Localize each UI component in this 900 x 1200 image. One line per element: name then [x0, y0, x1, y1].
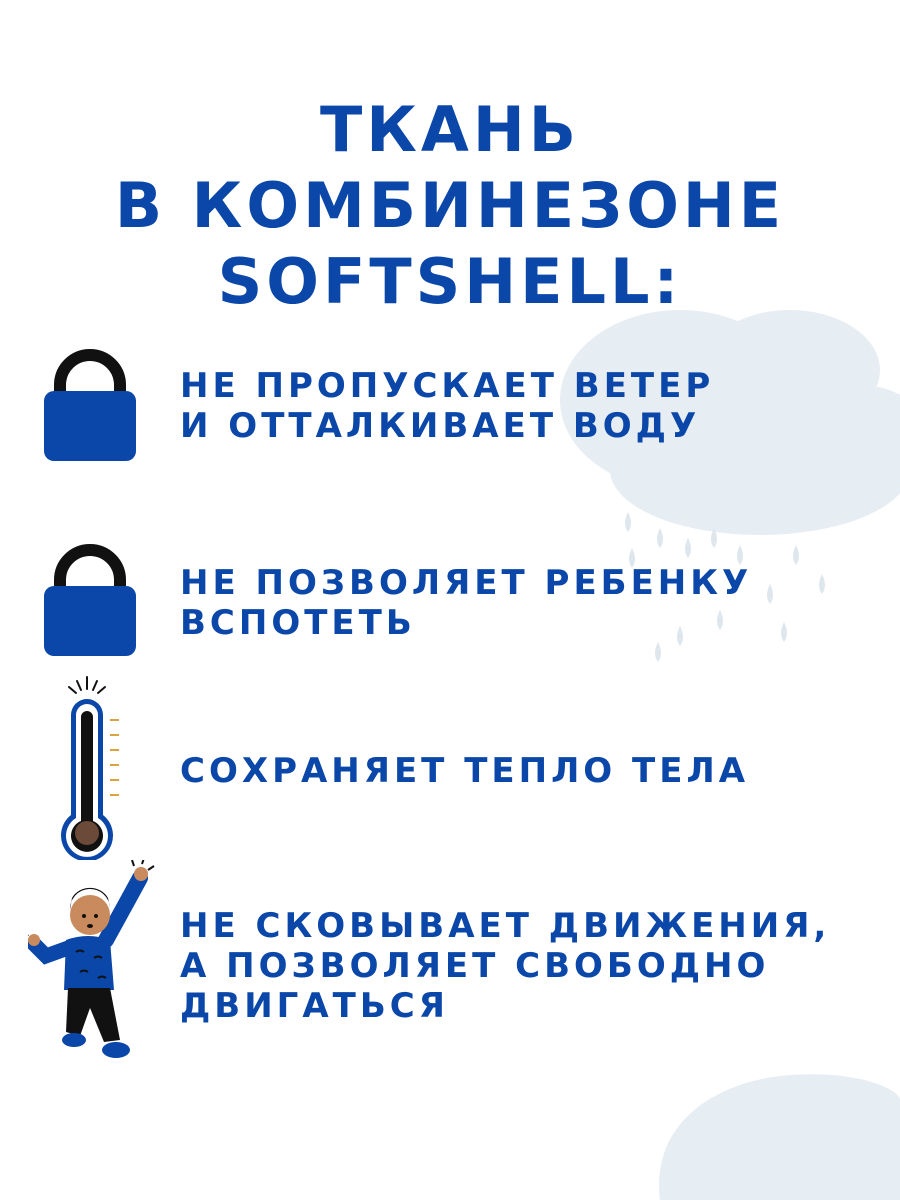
feature-keeps-warm: [180, 751, 749, 791]
feature-wind-water: [180, 366, 714, 446]
page-title: [0, 92, 900, 320]
feature-line: А ПОЗВОЛЯЕТ СВОБОДНО: [180, 946, 770, 986]
feature-line: ДВИГАТЬСЯ: [180, 986, 449, 1026]
dancing-child-icon: [28, 860, 158, 1065]
thermometer-icon: [55, 675, 125, 860]
title-line-3: SOFTSHELL:: [217, 245, 683, 318]
feature-line: СОХРАНЯЕТ ТЕПЛО ТЕЛА: [180, 751, 750, 791]
feature-line: НЕ ПОЗВОЛЯЕТ РЕБЕНКУ: [180, 563, 753, 603]
feature-line: ВСПОТЕТЬ: [180, 603, 416, 643]
feature-line: НЕ СКОВЫВАЕТ ДВИЖЕНИЯ,: [180, 906, 831, 946]
decorative-blob: [659, 1074, 900, 1200]
padlock-icon: [40, 540, 140, 660]
title-line-2: В КОМБИНЕЗОНЕ: [114, 169, 786, 242]
title-line-1: ТКАНЬ: [319, 93, 581, 166]
feature-line: И ОТТАЛКИВАЕТ ВОДУ: [180, 406, 701, 446]
feature-line: НЕ ПРОПУСКАЕТ ВЕТЕР: [180, 366, 715, 406]
padlock-icon: [40, 345, 140, 465]
feature-no-sweat: [180, 563, 752, 643]
feature-freedom-of-movement: [180, 906, 830, 1026]
